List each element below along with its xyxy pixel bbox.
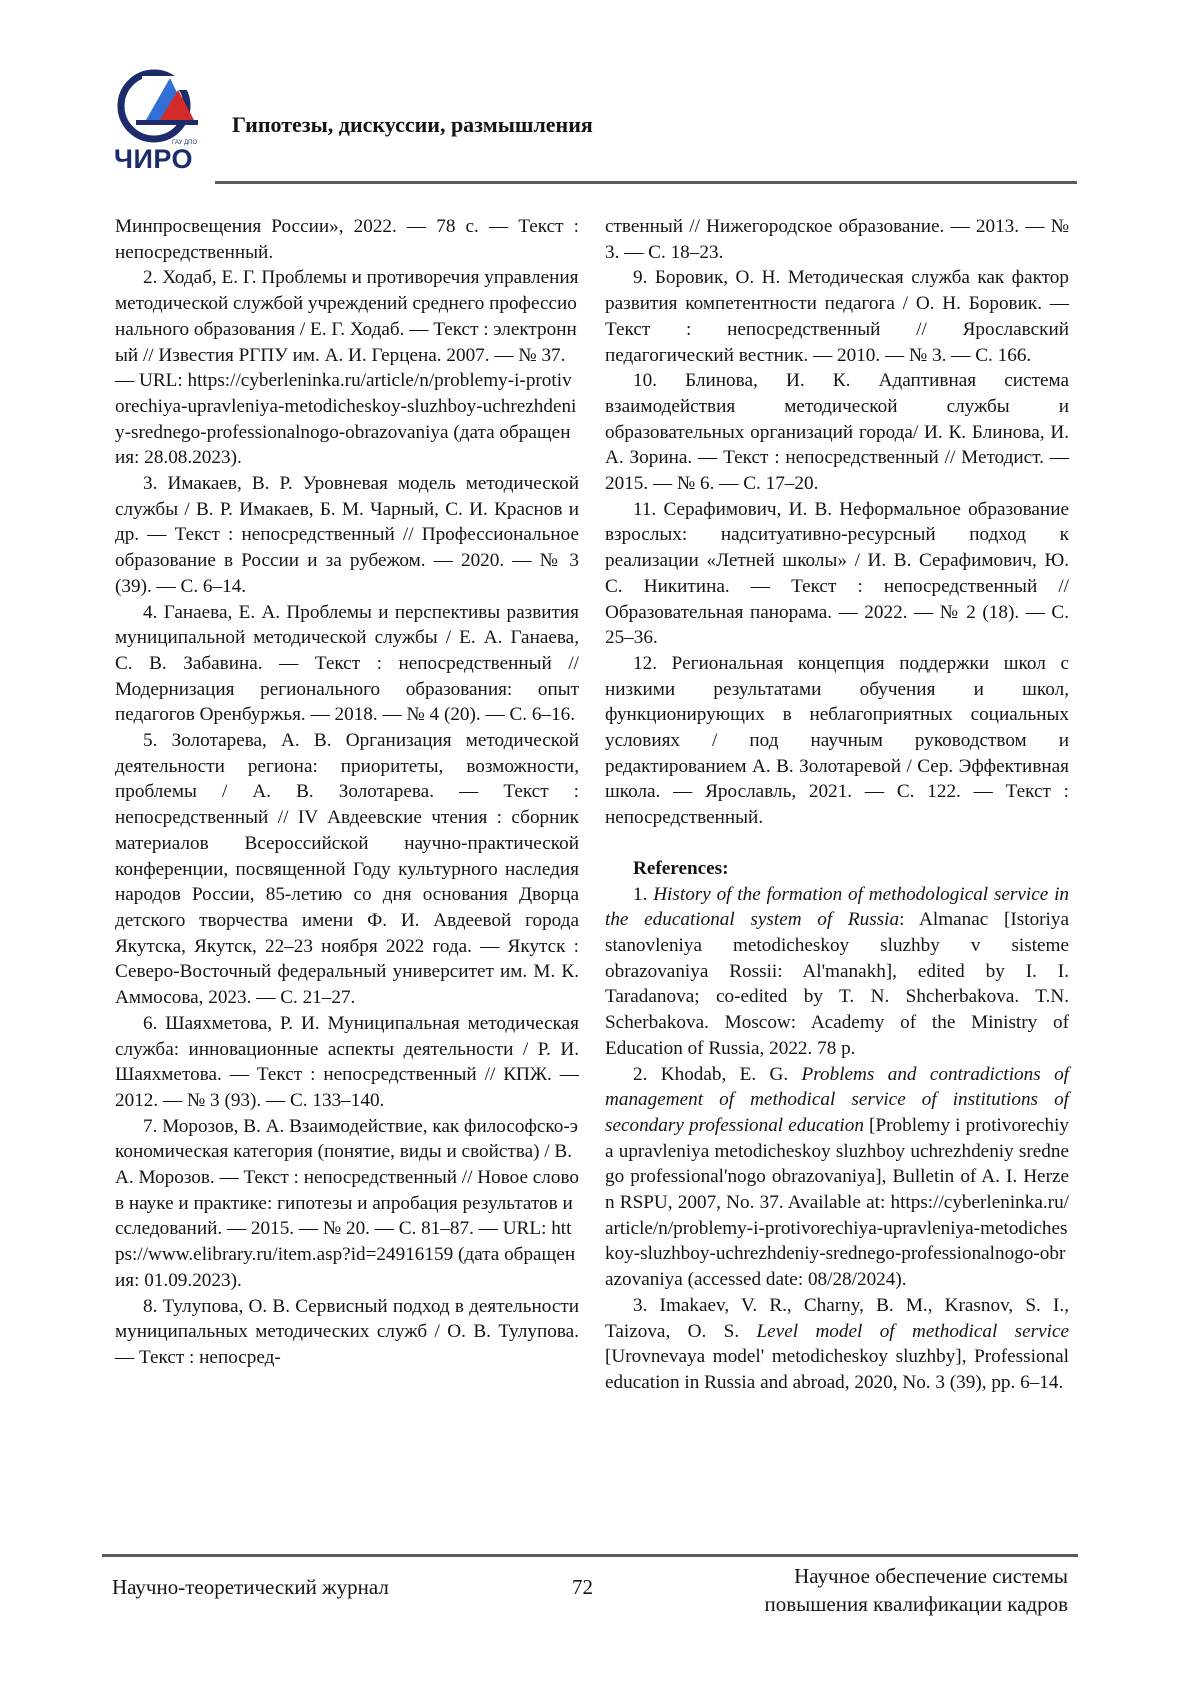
chiro-logo bbox=[112, 68, 204, 176]
references-heading: References: bbox=[633, 857, 729, 879]
logo-emblem-icon bbox=[112, 68, 204, 148]
reference-title: Level model of methodical service bbox=[756, 1320, 1069, 1342]
bibliography-entry: 2. Ходаб, Е. Г. Проблемы и противоречия управления методической службой учреждений среднего профессионального образования / Е. Г. Ходаб. — Текст : электронный // Известия РГПУ им. А. И. Герцена. 2007. — № 37. — URL: https://cyberleninka.ru/article/n/problemy-i-protivorechiya-upravleniya-metodicheskoy-sluzhboy-uchrezhdeniy-srednego-professionalnogo-obrazovaniya (дата обращения: 28.08.2023). bbox=[115, 267, 579, 469]
logo-subtitle: ГАУ ДПО bbox=[172, 140, 198, 146]
reference-details: [Problemy i protivorechiya upravleniya metodicheskoy sluzhboy uchrezhdeniy srednego professional'nogo obrazovaniya], Bulletin of A. I. Herzen RSPU, 2007, No. 37. Available at: https://cyberleninka.ru/article/n/problemy-i-protivorechiya-upravleniya-metodicheskoy-sluzhboy-uchrezhdeniy-srednego-professionalnogo-obrazovaniya (accessed date: 08/28/2024). bbox=[605, 1114, 1069, 1291]
reference-details: [Urovnevaya model' metodicheskoy sluzhby], Professional education in Russia and abroad, 2020, No. 3 (39), pp. 6–14. bbox=[605, 1346, 1069, 1393]
bibliography-entry: 4. Ганаева, Е. А. Проблемы и перспективы развития муниципальной методической службы / Е. А. Ганаева, С. В. Забавина. — Текст : непосредственный // Модернизация регионального образования: опыт педагогов Оренбуржья. — 2018. — № 4 (20). — С. 6–16. bbox=[115, 601, 579, 726]
reference-number: 2. Khodab, E. G. bbox=[633, 1063, 802, 1085]
reference-title: Problems and contradictions of management of methodical service of institutions of secondary professional education bbox=[605, 1063, 1069, 1136]
bibliography-entry: 12. Региональная концепция поддержки школ с низкими результатами обучения и школ, функционирующих в неблагоприятных социальных условиях / под научным руководством и редактированием А. В. Золотаревой / Сер. Эффективная школа. — Ярославль, 2021. — С. 122. — Текст : непосредственный. bbox=[605, 652, 1069, 829]
footer-subtitle-line: Научное обеспечение системы bbox=[794, 1564, 1068, 1588]
bibliography-entry: 10. Блинова, И. К. Адаптивная система взаимодействия методической службы и образовательных организаций города/ И. К. Блинова, И. А. Зорина. — Текст : непосредственный // Методист. — 2015. — № 6. — С. 17–20. bbox=[605, 370, 1069, 495]
bibliography-entry: 3. Имакаев, В. Р. Уровневая модель методической службы / В. Р. Имакаев, Б. М. Чарный, С. И. Краснов и др. — Текст : непосредственный // Профессиональное образование в России и за рубежом. — 2020. — № 3 (39). — С. 6–14. bbox=[115, 473, 579, 597]
logo-text: ЧИРО bbox=[114, 144, 194, 174]
right-column bbox=[605, 214, 1069, 1396]
reference-details: : Almanac [Istoriya stanovleniya metodicheskoy sluzhby v sisteme obrazovaniya Rossii: Al'manakh], edited by I. I. Taradanova; co-edited by T. N. Shcherbakova. T.N. Scherbakova. Moscow: Academy of the Ministry of Education of Russia, 2022. 78 p. bbox=[605, 909, 1070, 1059]
bibliography-entry: Минпросвещения России», 2022. — 78 с. — Текст : непосредственный. bbox=[115, 216, 579, 263]
reference-entry bbox=[605, 1062, 1069, 1293]
footer-journal-subtitle bbox=[764, 1562, 1068, 1618]
bibliography-entry: ственный // Нижегородское образование. — 2013. — № 3. — С. 18–23. bbox=[605, 216, 1069, 263]
bibliography-entry: 7. Морозов, В. А. Взаимодействие, как философско-экономическая категория (понятие, виды и свойства) / В. А. Морозов. — Текст : непосредственный // Новое слово в науке и практике: гипотезы и апробация результатов исследований. — 2015. — № 20. — С. 81–87. — URL: https://www.elibrary.ru/item.asp?id=24916159 (дата обращения: 01.09.2023). bbox=[115, 1115, 579, 1291]
header-rule bbox=[215, 181, 1077, 184]
footer-journal: Научно-теоретический журнал bbox=[112, 1575, 389, 1599]
bibliography-entry: 9. Боровик, О. Н. Методическая служба как фактор развития компетентности педагога / О. Н. Боровик. — Текст : непосредственный // Ярославский педагогический вестник. — 2010. — № 3. — С. 166. bbox=[605, 267, 1069, 366]
page-number: 72 bbox=[572, 1575, 593, 1599]
bibliography-entry: 11. Серафимович, И. В. Неформальное образование взрослых: надситуативно-ресурсный подход к реализации «Летней школы» / И. В. Серафимович, Ю. С. Никитина. — Текст : непосредственный // Образовательная панорама. — 2022. — № 2 (18). — С. 25–36. bbox=[605, 498, 1069, 649]
reference-entry bbox=[605, 882, 1069, 1062]
reference-entry bbox=[605, 1293, 1069, 1396]
section-title: Гипотезы, дискуссии, размышления bbox=[232, 112, 593, 137]
left-column bbox=[115, 214, 579, 1371]
footer-subtitle-line: повышения квалификации кадров bbox=[764, 1592, 1068, 1616]
bibliography-entry: 6. Шаяхметова, Р. И. Муниципальная методическая служба: инновационные аспекты деятельности / Р. И. Шаяхметова. — Текст : непосредственный // КПЖ. — 2012. — № 3 (93). — С. 133–140. bbox=[115, 1012, 579, 1111]
reference-title: History of the formation of methodological service in the educational system of Russia bbox=[605, 883, 1070, 931]
bibliography-entry: 8. Тулупова, О. В. Сервисный подход в деятельности муниципальных методических служб / О. В. Тулупова. — Текст : непосред- bbox=[115, 1295, 579, 1368]
bibliography-entry: 5. Золотарева, А. В. Организация методической деятельности региона: приоритеты, возможности, проблемы / А. В. Золотарева. — Текст : непосредственный // IV Авдеевские чтения : сборник материалов Всероссийской научно-практической конференции, посвященной Году культурного наследия народов России, 85-летию со дня основания Дворца детского творчества имени Ф. И. Авдеевой города Якутска, Якутск, 22–23 ноября 2022 года. — Якутск : Северо-Восточный федеральный университет им. М. К. Аммосова, 2023. — С. 21–27. bbox=[115, 730, 579, 1009]
reference-number: 3. Imakaev, V. R., Charny, B. M., Krasnov, S. I., Taizova, O. S. bbox=[605, 1294, 1069, 1342]
footer-rule bbox=[102, 1554, 1078, 1557]
reference-number: 1. bbox=[633, 883, 654, 905]
